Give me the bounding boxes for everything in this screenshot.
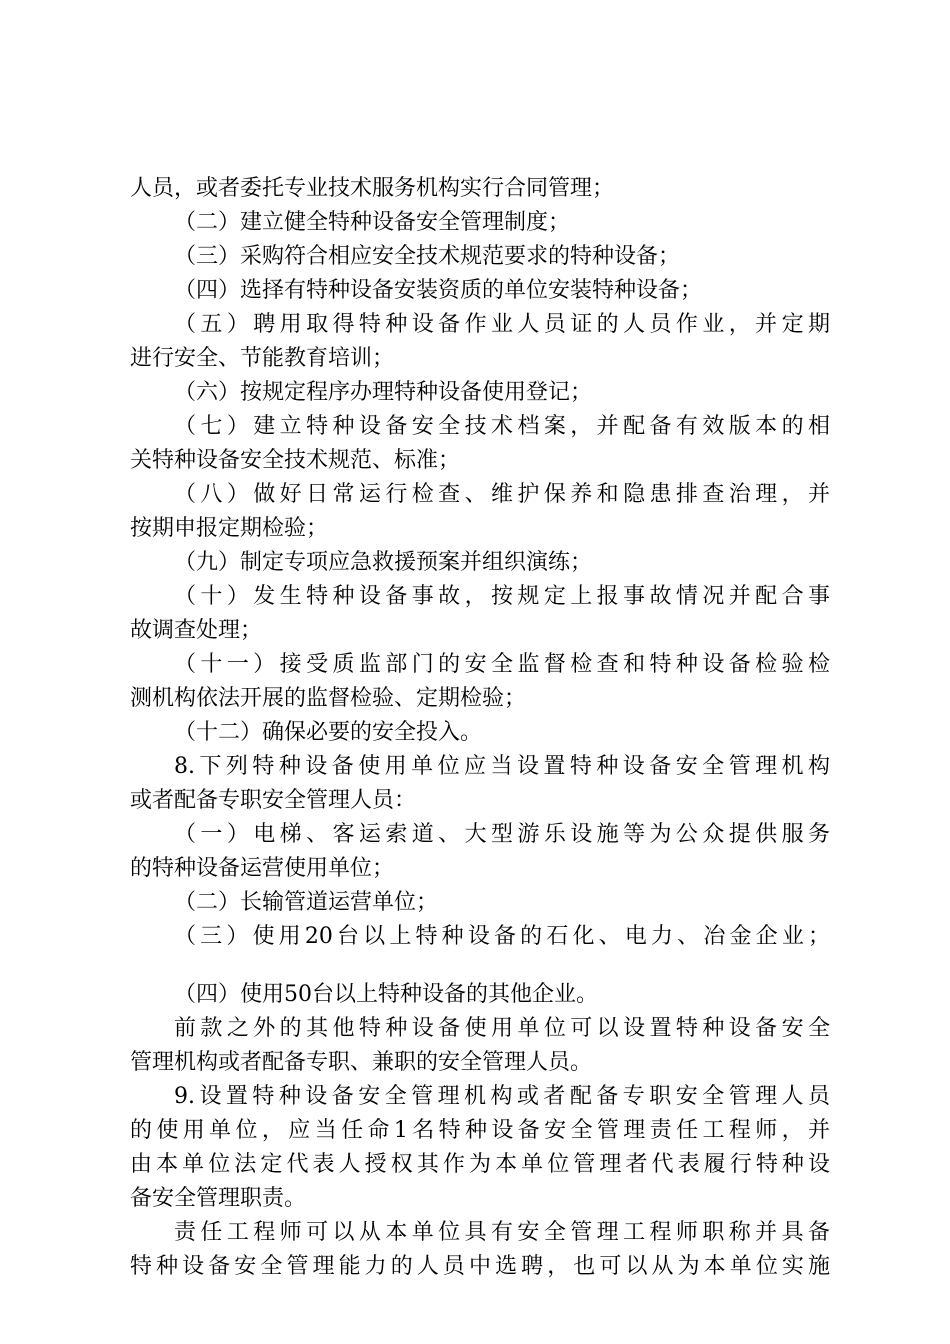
document-page (130, 172, 830, 1284)
text-line: 按期申报定期检验； (130, 516, 329, 541)
text-line: （七）建立特种设备安全技术档案，并配备有效版本的相 (174, 414, 830, 439)
text-line: 关特种设备安全技术规范、标准； (130, 448, 461, 473)
text-line: （八）做好日常运行检查、维护保养和隐患排查治理，并 (174, 482, 830, 507)
text-line: （十）发生特种设备事故，按规定上报事故情况并配合事 (174, 584, 830, 609)
text-line: 的特种设备运营使用单位； (130, 856, 395, 881)
text-line: 或者配备专职安全管理人员： (130, 788, 417, 813)
text-line: 9.设置特种设备安全管理机构或者配备专职安全管理人员 (174, 1084, 830, 1109)
text-line: （四）选择有特种设备安装资质的单位安装特种设备； (174, 278, 703, 303)
text-line: 责任工程师可以从本单位具有安全管理工程师职称并具备 (174, 1220, 830, 1245)
text-line: （二）长输管道运营单位； (174, 890, 439, 915)
text-line: （一）电梯、客运索道、大型游乐设施等为公众提供服务 (174, 822, 830, 847)
text-line: （三）采购符合相应安全技术规范要求的特种设备； (174, 244, 681, 269)
text-line: （二）建立健全特种设备安全管理制度； (174, 210, 571, 235)
text-line: 管理机构或者配备专职、兼职的安全管理人员。 (130, 1050, 593, 1075)
text-line: （九）制定专项应急救援预案并组织演练； (174, 550, 593, 575)
text-line: （十二）确保必要的安全投入。 (174, 720, 483, 745)
text-line: 备安全管理职责。 (130, 1186, 307, 1211)
text-line: 8.下列特种设备使用单位应当设置特种设备安全管理机构 (174, 754, 830, 779)
text-line: 的使用单位，应当任命1名特种设备安全管理责任工程师，并 (130, 1118, 830, 1143)
text-line: 人员，或者委托专业技术服务机构实行合同管理； (130, 176, 615, 201)
text-line: 特种设备安全管理能力的人员中选聘，也可以从为本单位实施 (130, 1254, 830, 1279)
text-line: 前款之外的其他特种设备使用单位可以设置特种设备安全 (174, 1016, 830, 1041)
text-line: 进行安全、节能教育培训； (130, 346, 395, 371)
text-line: 故调查处理； (130, 618, 263, 643)
text-line: （五）聘用取得特种设备作业人员证的人员作业，并定期 (174, 312, 830, 337)
text-line: （四）使用50台以上特种设备的其他企业。 (174, 982, 598, 1007)
text-line: （六）按规定程序办理特种设备使用登记； (174, 380, 593, 405)
text-line: （十一）接受质监部门的安全监督检查和特种设备检验检 (174, 652, 830, 677)
text-line: （三）使用20台以上特种设备的石化、电力、冶金企业； (174, 924, 830, 949)
text-line: 由本单位法定代表人授权其作为本单位管理者代表履行特种设 (130, 1152, 830, 1177)
blank-line (130, 954, 830, 978)
text-line: 测机构依法开展的监督检验、定期检验； (130, 686, 527, 711)
